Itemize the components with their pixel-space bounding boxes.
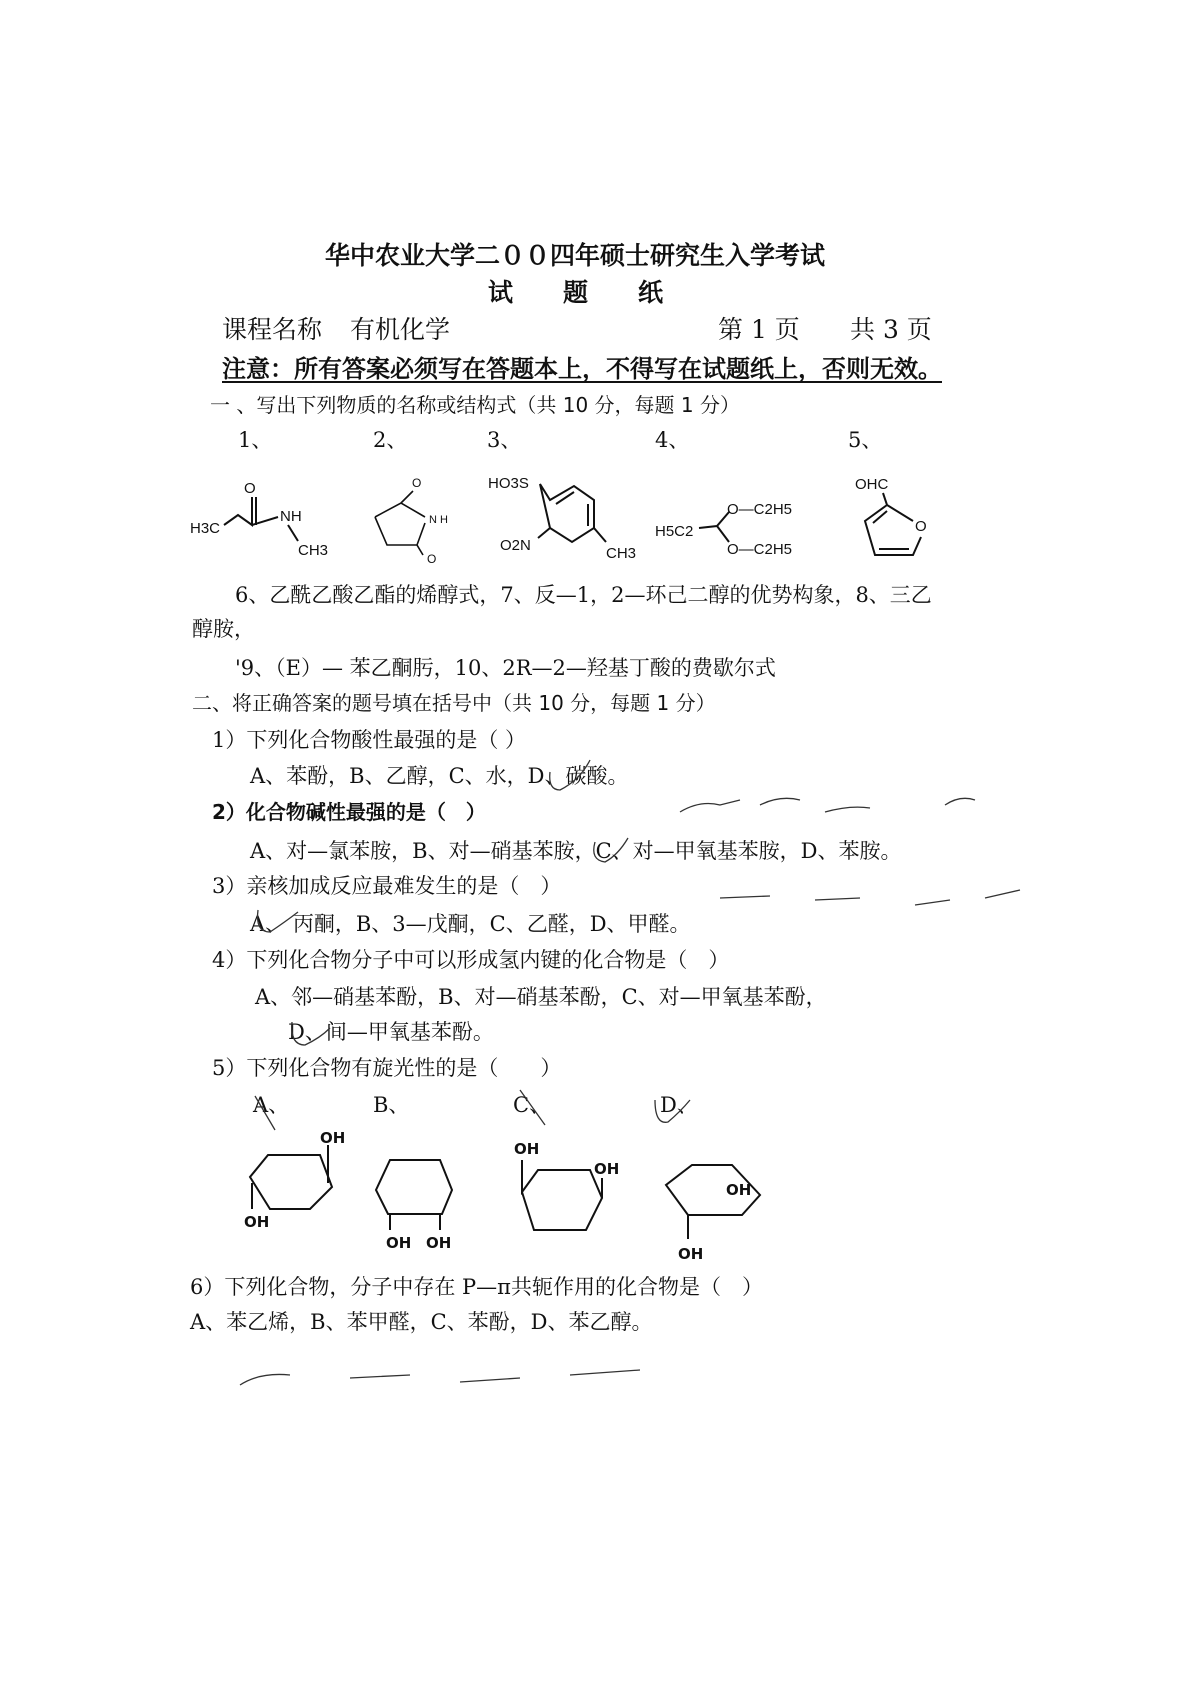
svg-text:O—C2H5: O—C2H5: [727, 501, 793, 518]
question-2: 2）化合物碱性最强的是（ ）: [212, 800, 486, 824]
svg-text:O: O: [412, 476, 422, 490]
question-3-options: A、 丙酮，B、3—戊酮，C、乙醛，D、甲醛。: [250, 912, 691, 936]
svg-text:N H: N H: [429, 514, 448, 526]
question-4-options-d: D、间—甲氧基苯酚。: [288, 1020, 494, 1044]
question-9-10: '9、（E）— 苯乙酮肟，10、2R—2—羟基丁酸的费歇尔式: [235, 656, 776, 680]
question-1: 1）下列化合物酸性最强的是（ ）: [212, 728, 527, 752]
notice: 注意：所有答案必须写在答题本上，不得写在试题纸上，否则无效。: [222, 355, 942, 383]
svg-text:NH: NH: [280, 508, 302, 525]
item-number: 5、: [848, 428, 883, 452]
svg-text:OH: OH: [386, 1234, 412, 1252]
question-2-options: A、对—氯苯胺，B、对—硝基苯胺，C、对—甲氧基苯胺，D、苯胺。: [250, 839, 902, 863]
svg-text:OH: OH: [320, 1129, 346, 1147]
question-4-options: A、邻—硝基苯酚，B、对—硝基苯酚，C、对—甲氧基苯酚，: [255, 985, 827, 1009]
svg-text:O: O: [427, 552, 437, 566]
svg-text:OH: OH: [594, 1160, 620, 1178]
question-3: 3）亲核加成反应最难发生的是（ ）: [212, 874, 562, 898]
question-8-cont: 醇胺，: [192, 617, 255, 641]
question-4: 4）下列化合物分子中可以形成氢内键的化合物是（ ）: [212, 948, 730, 972]
course-name: 有机化学: [350, 315, 451, 344]
svg-text:O: O: [244, 480, 256, 497]
svg-text:OH: OH: [244, 1213, 270, 1231]
item-number: 3、: [487, 428, 522, 452]
course-label: 课程名称: [222, 315, 323, 344]
svg-text:OH: OH: [678, 1245, 704, 1263]
page-number: 第 1 页: [718, 315, 800, 344]
item-number: 1、: [238, 428, 273, 452]
svg-text:CH3: CH3: [298, 542, 329, 559]
svg-text:H3C: H3C: [190, 520, 221, 537]
question-1-options: A、苯酚，B、乙醇，C、水，D、碳酸。: [250, 764, 629, 788]
svg-text:O: O: [915, 518, 927, 535]
exam-subtitle: 试 题 纸: [488, 278, 664, 307]
total-pages: 共 3 页: [850, 315, 932, 344]
svg-text:CH3: CH3: [606, 545, 637, 562]
svg-text:OHC: OHC: [855, 476, 889, 493]
item-number: 2、: [373, 428, 408, 452]
svg-text:O—C2H5: O—C2H5: [727, 541, 793, 558]
choice-label-d: D、: [660, 1093, 698, 1117]
svg-text:OH: OH: [426, 1234, 452, 1252]
question-6-options: A、苯乙烯，B、苯甲醛，C、苯酚，D、苯乙醇。: [190, 1310, 653, 1334]
svg-text:O2N: O2N: [500, 537, 531, 554]
choice-label-b: B、: [373, 1093, 410, 1117]
question-5: 5）下列化合物有旋光性的是（ ）: [212, 1056, 562, 1080]
section2-heading: 二、将正确答案的题号填在括号中（共 10 分，每题 1 分）: [192, 691, 716, 715]
item-number: 4、: [655, 428, 690, 452]
choice-label-c: C、: [513, 1093, 551, 1117]
exam-title: 华中农业大学二００四年硕士研究生入学考试: [325, 241, 826, 270]
section1-heading: 一 、写出下列物质的名称或结构式（共 10 分，每题 1 分）: [210, 393, 740, 417]
svg-text:H5C2: H5C2: [655, 523, 694, 540]
choice-label-a: A、: [253, 1093, 290, 1117]
question-6: 6）下列化合物，分子中存在 P—π共轭作用的化合物是（ ）: [190, 1275, 763, 1299]
question-6-8: 6、乙酰乙酸乙酯的烯醇式，7、反—1，2—环己二醇的优势构象，8、三乙: [235, 583, 932, 607]
svg-text:HO3S: HO3S: [488, 475, 529, 492]
svg-text:OH: OH: [726, 1181, 752, 1199]
svg-text:OH: OH: [514, 1140, 540, 1158]
